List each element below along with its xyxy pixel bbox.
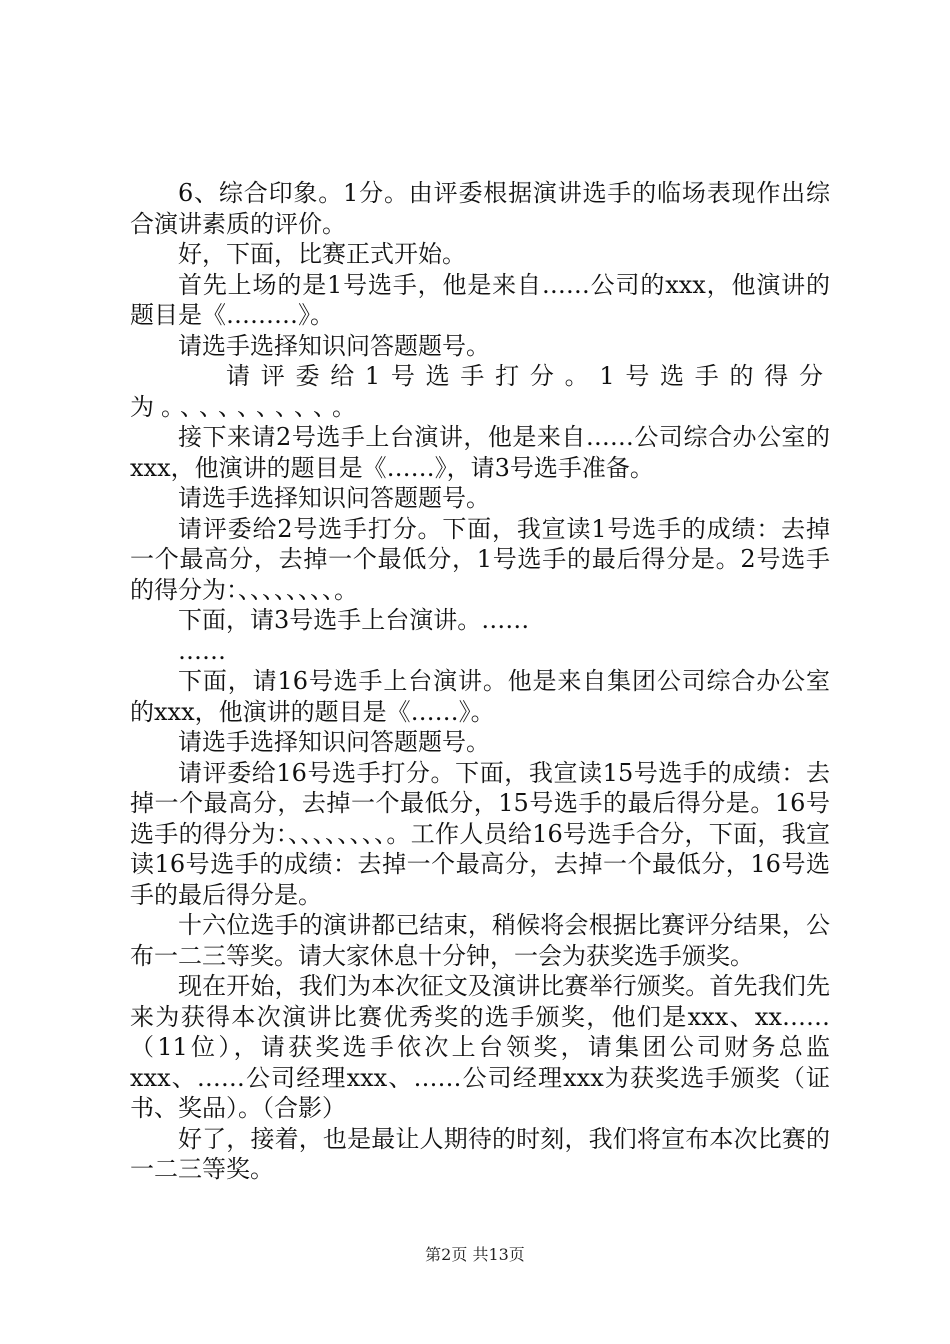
document-page <box>130 178 830 1185</box>
paragraph-8: 请评委给2号选手打分。下面，我宣读1号选手的成绩：去掉一个最高分，去掉一个最低分，1号选手的最后得分是。2号选手的得分为：、、、、、、、、。 <box>130 514 830 604</box>
paragraph-7: 请选手选择知识问答题题号。 <box>178 484 490 512</box>
paragraph-14: 十六位选手的演讲都已结束，稍候将会根据比赛评分结果，公布一二三等奖。请大家休息十分钟，一会为获奖选手颁奖。 <box>130 911 830 970</box>
paragraph-12: 请选手选择知识问答题题号。 <box>178 728 490 756</box>
paragraph-4: 请选手选择知识问答题题号。 <box>178 331 490 360</box>
paragraph-10: …… <box>178 636 226 665</box>
paragraph-1: 6、综合印象。1分。由评委根据演讲选手的临场表现作出综合演讲素质的评价。 <box>130 179 830 238</box>
paragraph-3: 首先上场的是1号选手，他是来自……公司的xxx，他演讲的题目是《………》。 <box>130 270 830 329</box>
paragraph-5: 请评委给1号选手打分。1号选手的得分为。、、、、、、、、。 <box>130 362 830 421</box>
paragraph-16: 好了，接着，也是最让人期待的时刻，我们将宣布本次比赛的一二三等奖。 <box>130 1124 830 1183</box>
paragraph-9: 下面，请3号选手上台演讲。…… <box>178 606 530 634</box>
paragraph-13: 请评委给16号选手打分。下面，我宣读15号选手的成绩：去掉一个最高分，去掉一个最低分，15号选手的最后得分是。16号选手的得分为：、、、、、、、、。工作人员给16号选手合分，下面，我宣读16号选手的成绩：去掉一个最高分，去掉一个最低分，16号选手的最后得分是。 <box>130 758 830 909</box>
paragraph-11: 下面，请16号选手上台演讲。他是来自集团公司综合办公室的xxx，他演讲的题目是《……》。 <box>130 667 830 726</box>
paragraph-6: 接下来请2号选手上台演讲，他是来自……公司综合办公室的xxx，他演讲的题目是《……》，请3号选手准备。 <box>130 423 830 482</box>
page-number-footer: 第2页 共13页 <box>425 1245 525 1264</box>
paragraph-15: 现在开始，我们为本次征文及演讲比赛举行颁奖。首先我们先来为获得本次演讲比赛优秀奖的选手颁奖，他们是xxx、xx……（11位），请获奖选手依次上台领奖，请集团公司财务总监xxx、……公司经理xxx、……公司经理xxx为获奖选手颁奖（证书、奖品）。（合影） <box>130 972 830 1122</box>
paragraph-2: 好，下面，比赛正式开始。 <box>178 240 466 268</box>
